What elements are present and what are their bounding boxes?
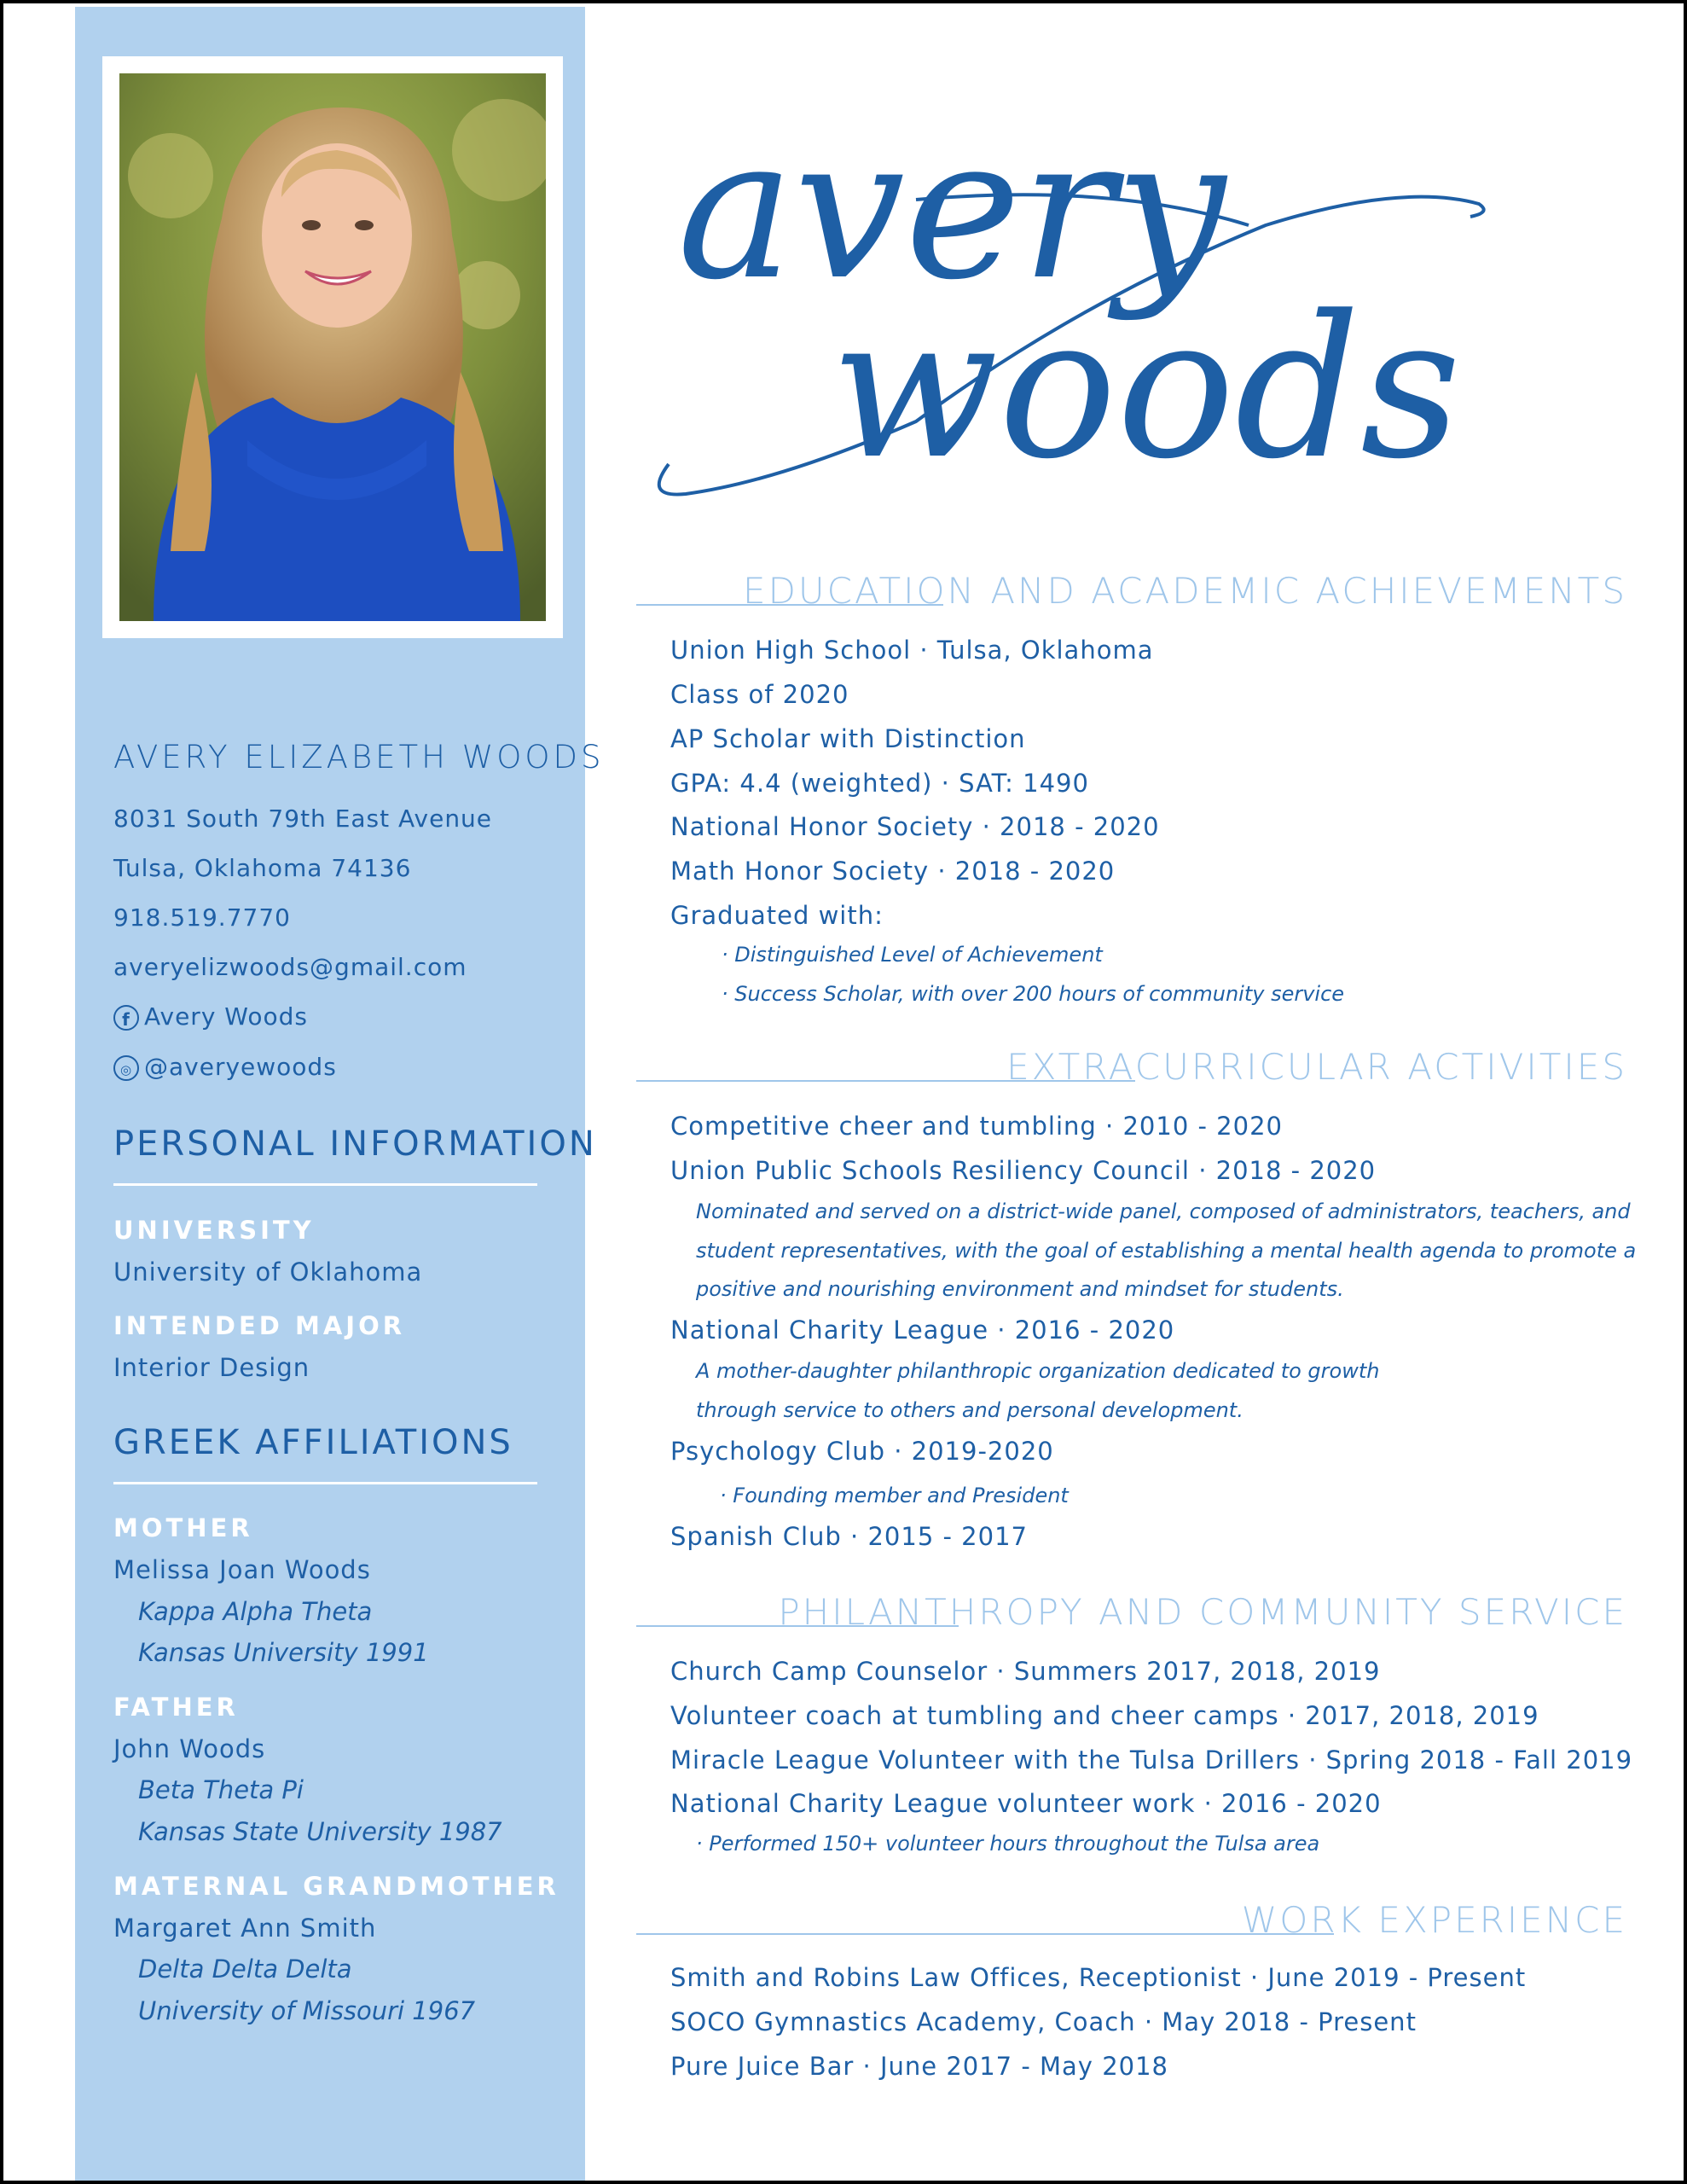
personal-info-divider [113,1183,537,1186]
mother-label: MOTHER [113,1513,253,1542]
greek-heading: GREEK AFFILIATIONS [113,1423,513,1462]
full-name: AVERY ELIZABETH WOODS [113,739,605,775]
activity-line: Competitive cheer and tumbling · 2010 - 2020 [670,1112,1283,1141]
address-line1: 8031 South 79th East Avenue [113,804,493,833]
grandmother-org: Delta Delta Delta [138,1955,352,1984]
photo-frame [102,56,563,638]
service-line: Miracle League Volunteer with the Tulsa Drillers · Spring 2018 - Fall 2019 [670,1745,1633,1774]
instagram-text: @averyewoods [144,1053,337,1081]
mother-school: Kansas University 1991 [138,1638,429,1667]
education-line: Graduated with: [670,901,884,930]
facebook-text: Avery Woods [144,1002,308,1031]
activity-line: National Charity League · 2016 - 2020 [670,1316,1175,1345]
personal-info-heading: PERSONAL INFORMATION [113,1124,597,1164]
script-last-name: woods [831,275,1462,502]
activity-description: Nominated and served on a district-wide panel, composed of administrators, teachers, and [696,1199,1631,1223]
work-rule [636,1933,1334,1935]
email-address: averyelizwoods@gmail.com [113,953,467,981]
mother-name: Melissa Joan Woods [113,1555,371,1584]
sidebar [75,7,605,2181]
education-line: National Honor Society · 2018 - 2020 [670,812,1160,841]
education-line: Math Honor Society · 2018 - 2020 [670,857,1116,886]
activity-line: Spanish Club · 2015 - 2017 [670,1522,1028,1551]
education-line: GPA: 4.4 (weighted) · SAT: 1490 [670,769,1089,798]
mother-org: Kappa Alpha Theta [138,1597,373,1626]
work-line: Smith and Robins Law Offices, Receptionist · June 2019 - Present [670,1963,1527,1992]
education-line: AP Scholar with Distinction [670,724,1026,753]
facebook-handle [113,1002,308,1031]
activity-description: positive and nourishing environment and mindset for students. [696,1277,1344,1301]
work-heading: WORK EXPERIENCE [1241,1899,1627,1941]
instagram-handle [113,1053,337,1081]
grandmother-school: University of Missouri 1967 [138,1996,476,2025]
work-line: Pure Juice Bar · June 2017 - May 2018 [670,2052,1168,2081]
activity-line: Psychology Club · 2019-2020 [670,1437,1054,1466]
extracurricular-heading: EXTRACURRICULAR ACTIVITIES [1006,1046,1627,1088]
script-name-title [635,55,1496,532]
philanthropy-heading: PHILANTHROPY AND COMMUNITY SERVICE [778,1591,1627,1633]
service-bullet: · Performed 150+ volunteer hours throughout the Tulsa area [696,1832,1320,1856]
father-school: Kansas State University 1987 [138,1817,502,1846]
father-name: John Woods [113,1734,266,1763]
activity-description: A mother-daughter philanthropic organization dedicated to growth [696,1359,1380,1383]
major-label: INTENDED MAJOR [113,1311,406,1340]
activity-bullet: · Founding member and President [720,1484,1069,1507]
service-line: National Charity League volunteer work · 2016 - 2020 [670,1789,1382,1818]
university-value: University of Oklahoma [113,1258,423,1287]
activity-line: Union Public Schools Resiliency Council · 2018 - 2020 [670,1156,1377,1185]
activity-description: student representatives, with the goal of establishing a mental health agenda to promote a [696,1239,1637,1263]
grandmother-label: MATERNAL GRANDMOTHER [113,1872,559,1901]
phone-number: 918.519.7770 [113,903,291,932]
resume-page [3,3,1684,2181]
education-line: Union High School · Tulsa, Oklahoma [670,636,1154,665]
grandmother-name: Margaret Ann Smith [113,1914,377,1943]
education-bullet: · Distinguished Level of Achievement [722,943,1103,967]
work-line: SOCO Gymnastics Academy, Coach · May 2018 - Present [670,2007,1417,2036]
education-line: Class of 2020 [670,680,849,709]
education-heading: EDUCATION AND ACADEMIC ACHIEVEMENTS [743,570,1627,612]
script-first-name: avery [677,96,1226,323]
service-line: Volunteer coach at tumbling and cheer camps · 2017, 2018, 2019 [670,1701,1539,1730]
education-bullet: · Success Scholar, with over 200 hours of community service [722,982,1345,1006]
activity-description: through service to others and personal development. [696,1398,1244,1422]
university-label: UNIVERSITY [113,1216,315,1245]
address-line2: Tulsa, Oklahoma 74136 [113,854,412,882]
profile-photo [119,73,546,621]
major-value: Interior Design [113,1353,310,1382]
facebook-icon: f [113,1005,139,1031]
greek-divider [113,1482,537,1484]
father-org: Beta Theta Pi [138,1775,304,1804]
service-line: Church Camp Counselor · Summers 2017, 2018, 2019 [670,1657,1381,1686]
father-label: FATHER [113,1693,239,1722]
instagram-icon: ◎ [113,1055,139,1081]
